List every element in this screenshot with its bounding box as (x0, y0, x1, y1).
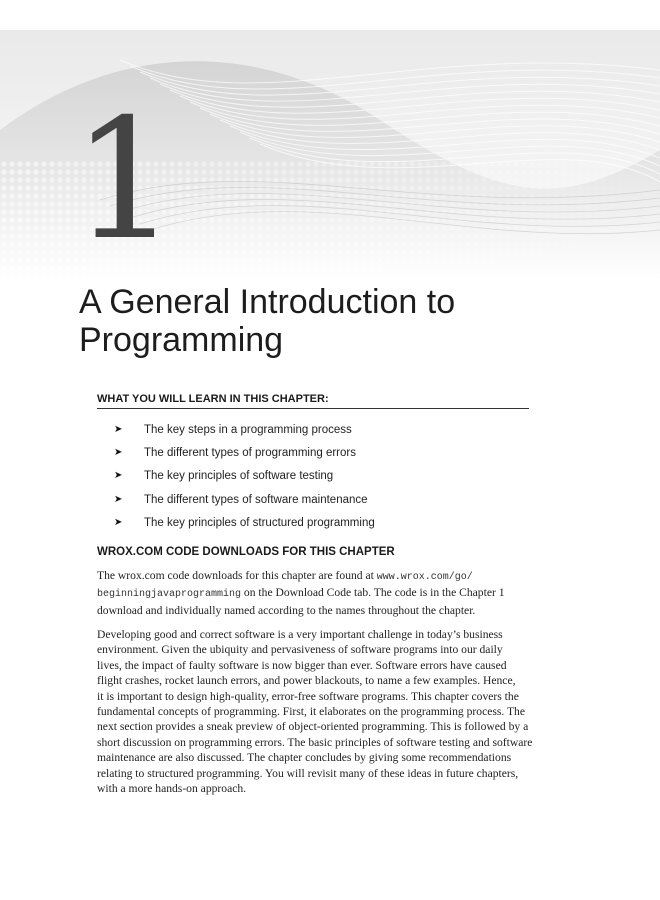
arrow-bullet-icon: ➤ (114, 516, 123, 528)
list-item-text: The key principles of structured programming (144, 516, 375, 529)
download-url-link[interactable]: www.wrox.com/go/ (376, 572, 473, 583)
learning-objectives-list (114, 421, 375, 537)
list-item-text: The different types of software maintenance (144, 493, 368, 506)
chapter-title (79, 283, 639, 359)
code-downloads-paragraph (97, 568, 617, 618)
paragraph-line: download and individually named according to the names throughout the chapter. (97, 603, 476, 617)
paragraph-line (97, 585, 617, 602)
list-item (114, 467, 375, 490)
chapter-number: 1 (72, 84, 174, 277)
paragraph-line: environment. Given the ubiquity and pervasiveness of software programs into our daily (97, 643, 503, 657)
paragraph-line: it is important to design high-quality, error-free software programs. This chapter covers the (97, 689, 519, 703)
downloads-text: on the Download Code tab. The code is in the Chapter 1 (241, 586, 505, 600)
list-item-text: The key principles of software testing (144, 470, 334, 483)
list-item-text: The key steps in a programming process (144, 424, 352, 436)
chapter-title-line-1: A General Introduction to (79, 283, 456, 321)
paragraph-line: short discussion on programming errors. The basic principles of software testing and software (97, 735, 533, 749)
paragraph-line: Developing good and correct software is a very important challenge in today’s business (97, 628, 503, 641)
paragraph-line (97, 568, 617, 585)
list-item (114, 444, 375, 467)
intro-paragraph (97, 627, 627, 796)
paragraph-line: flight crashes, rocket launch errors, and power blackouts, to name a few examples. Hence, (97, 674, 516, 688)
list-item-text: The different types of programming errors (144, 447, 356, 460)
list-item (114, 421, 375, 444)
list-item (114, 514, 375, 537)
downloads-text: The wrox.com code downloads for this chapter are found at (97, 569, 377, 582)
list-item (114, 491, 375, 514)
arrow-bullet-icon: ➤ (114, 493, 123, 505)
paragraph-line: with a more hands-on approach. (97, 782, 247, 796)
paragraph-line: maintenance are also discussed. The chapter concludes by giving some recommendations (97, 751, 512, 765)
paragraph-line: relating to structured programming. You will revisit many of these ideas in future chapters, (97, 766, 519, 780)
paragraph-line: fundamental concepts of programming. First, it elaborates on the programming process. The (97, 705, 526, 719)
arrow-bullet-icon: ➤ (114, 424, 123, 435)
learn-section-heading: WHAT YOU WILL LEARN IN THIS CHAPTER: (97, 393, 529, 409)
paragraph-line: lives, the impact of faulty software is now bigger than ever. Software errors have caused (97, 658, 507, 672)
code-downloads-heading: WROX.COM CODE DOWNLOADS FOR THIS CHAPTER (97, 546, 395, 558)
arrow-bullet-icon: ➤ (114, 470, 123, 482)
paragraph-line: next section provides a sneak preview of object-oriented programming. This is followed by a (97, 720, 529, 734)
download-url-link-continued[interactable]: beginningjavaprogramming (97, 589, 242, 601)
arrow-bullet-icon: ➤ (114, 447, 123, 459)
chapter-title-line-2: Programming (79, 321, 284, 359)
